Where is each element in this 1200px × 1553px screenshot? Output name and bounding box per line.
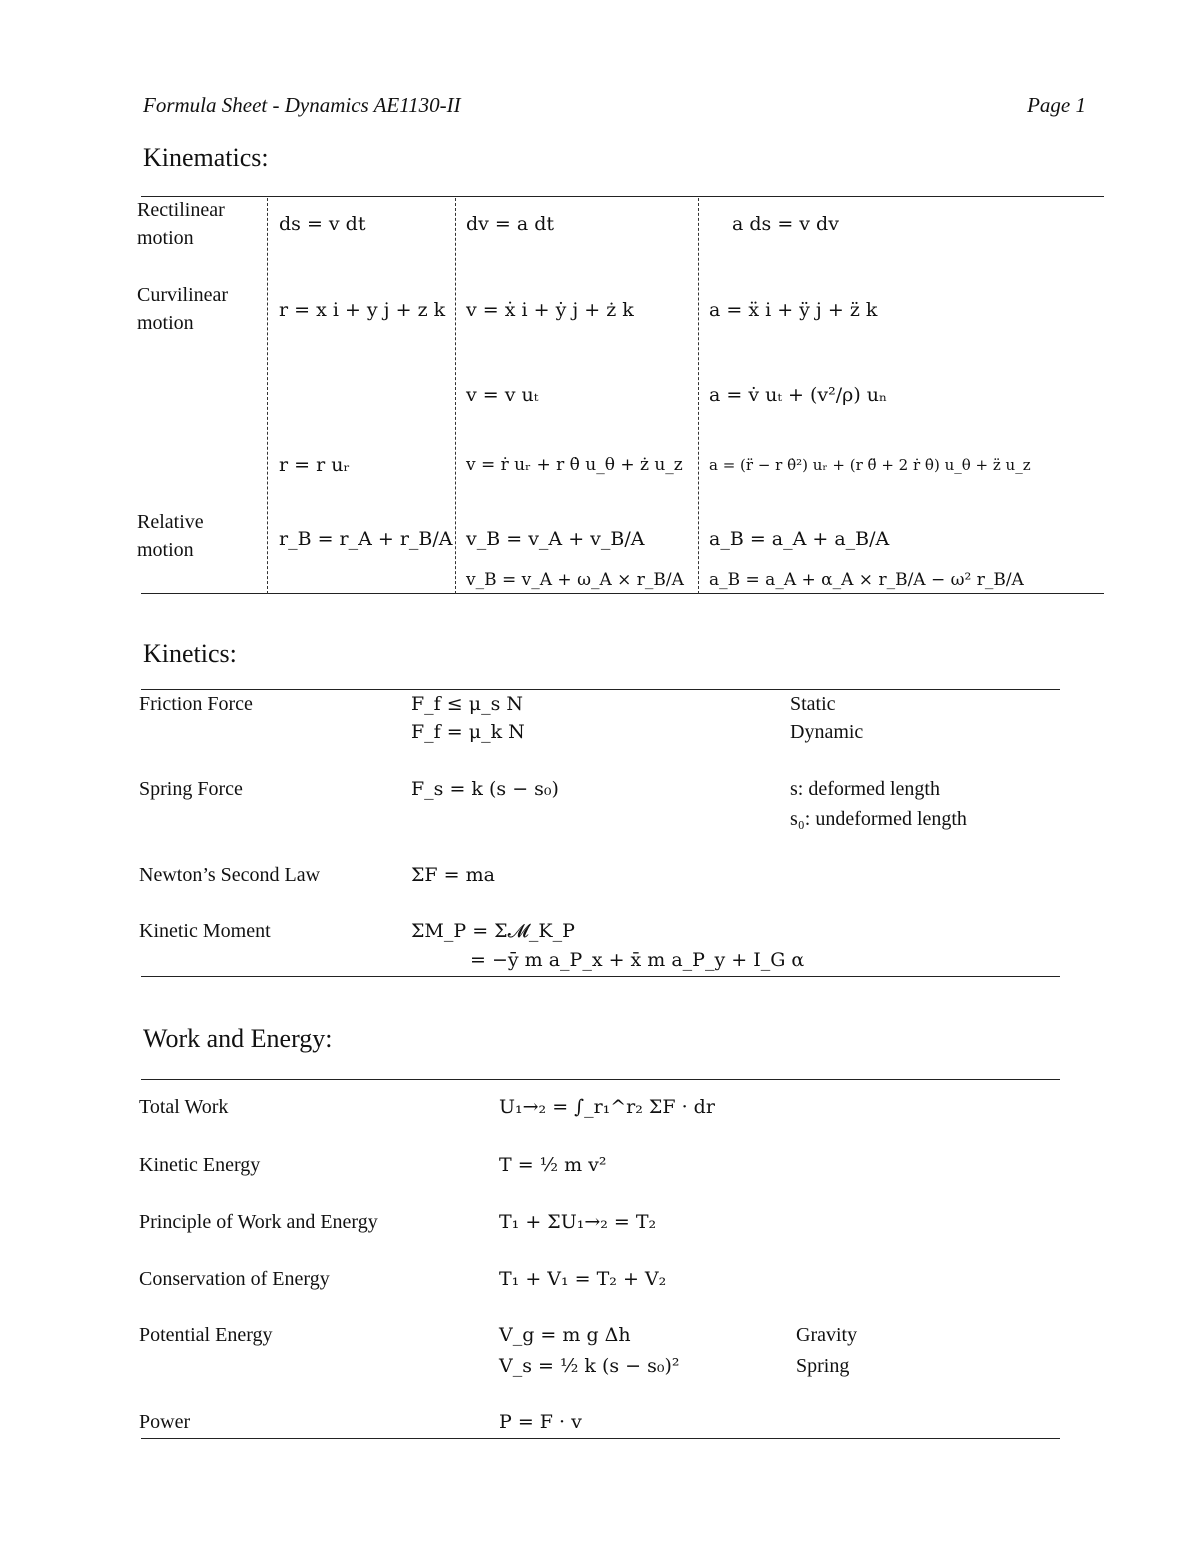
kinetics-note: Static	[790, 693, 836, 715]
kinetics-formula: F_s = k (s − s₀)	[411, 778, 559, 800]
kinetics-note: Dynamic	[790, 721, 864, 743]
kinetics-formula: ΣF = ma	[411, 864, 495, 886]
work-energy-heading: Work and Energy:	[143, 1024, 333, 1053]
work-energy-note: Spring	[796, 1355, 850, 1377]
work-energy-row-label: Potential Energy	[139, 1324, 273, 1346]
kinetics-note: s: deformed length	[790, 778, 940, 800]
work-energy-row-label: Conservation of Energy	[139, 1268, 330, 1290]
kinematics-col-divider-3	[698, 198, 699, 594]
kinematics-formula: r_B = r_A + r_B/A	[279, 528, 453, 550]
work-energy-formula: T₁ + V₁ = T₂ + V₂	[499, 1268, 667, 1290]
kinetics-formula: F_f ≤ μ_s N	[411, 693, 523, 715]
document-title: Formula Sheet - Dynamics AE1130-II	[143, 93, 461, 117]
kinetics-row-label: Kinetic Moment	[139, 920, 271, 942]
work-energy-formula: P = F · v	[499, 1411, 582, 1433]
kinematics-formula: ds = v dt	[279, 213, 366, 235]
work-energy-formula: T = ½ m v²	[499, 1154, 607, 1176]
kinetics-heading: Kinetics:	[143, 639, 237, 668]
kinetics-formula: F_f = μ_k N	[411, 721, 525, 743]
work-energy-row-label: Principle of Work and Energy	[139, 1211, 378, 1233]
kinematics-row-label: Rectilinear motion	[137, 199, 225, 249]
work-energy-row-label: Kinetic Energy	[139, 1154, 261, 1176]
kinematics-col-divider-2	[455, 198, 456, 594]
kinematics-formula: a_B = a_A + a_B/A	[709, 528, 890, 550]
kinematics-formula: a ds = v dv	[732, 213, 839, 235]
work-energy-bottom-rule	[141, 1438, 1060, 1439]
work-energy-formula: U₁→₂ = ∫_r₁^r₂ ΣF · dr	[499, 1096, 715, 1118]
kinematics-formula: r = r uᵣ	[279, 454, 351, 476]
kinetics-row-label: Spring Force	[139, 778, 243, 800]
kinetics-formula: = −ȳ m a_P_x + x̄ m a_P_y + I_G α	[470, 949, 805, 971]
kinematics-formula: r = x i + y j + z k	[279, 299, 446, 321]
work-energy-row-label: Power	[139, 1411, 191, 1433]
kinematics-top-rule	[141, 196, 1104, 197]
kinematics-formula: dv = a dt	[466, 213, 555, 235]
work-energy-row-label: Total Work	[139, 1096, 229, 1118]
kinematics-formula: a = ẍ i + ÿ j + z̈ k	[709, 299, 878, 321]
kinetics-row-label: Newton’s Second Law	[139, 864, 321, 886]
kinematics-heading: Kinematics:	[143, 143, 269, 172]
kinetics-top-rule	[141, 689, 1060, 690]
kinematics-formula: a_B = a_A + α_A × r_B/A − ω² r_B/A	[709, 570, 1024, 590]
work-energy-note: Gravity	[796, 1324, 858, 1346]
kinematics-row-label: Curvilinear motion	[137, 284, 229, 334]
page-number: Page 1	[1027, 93, 1086, 117]
kinetics-formula: ΣM_P = Σ𝓜_K_P	[411, 920, 575, 942]
kinematics-formula: a = v̇ uₜ + (v²/ρ) uₙ	[709, 384, 888, 406]
kinematics-formula: v_B = v_A + ω_A × r_B/A	[466, 570, 684, 590]
work-energy-top-rule	[141, 1079, 1060, 1080]
kinematics-formula: a = (r̈ − r θ̇²) uᵣ + (r θ̈ + 2 ṙ θ̇) u_θ + z̈ u_z	[709, 456, 1031, 474]
kinematics-formula: v = v uₜ	[466, 384, 539, 406]
kinetics-bottom-rule	[141, 976, 1060, 977]
kinematics-row-label: Relative motion	[137, 511, 204, 561]
kinematics-formula: v_B = v_A + v_B/A	[466, 528, 645, 550]
kinetics-row-label: Friction Force	[139, 693, 253, 715]
work-energy-formula: V_g = m g Δh	[499, 1324, 631, 1346]
kinematics-formula: v = ṙ uᵣ + r θ̇ u_θ + ż u_z	[466, 455, 683, 475]
kinematics-formula: v = ẋ i + ẏ j + ż k	[466, 299, 634, 321]
work-energy-formula: T₁ + ΣU₁→₂ = T₂	[499, 1211, 657, 1233]
kinematics-col-divider-1	[267, 198, 268, 594]
kinetics-note: s₀: undeformed length	[790, 808, 967, 830]
work-energy-formula: V_s = ½ k (s − s₀)²	[499, 1355, 680, 1377]
